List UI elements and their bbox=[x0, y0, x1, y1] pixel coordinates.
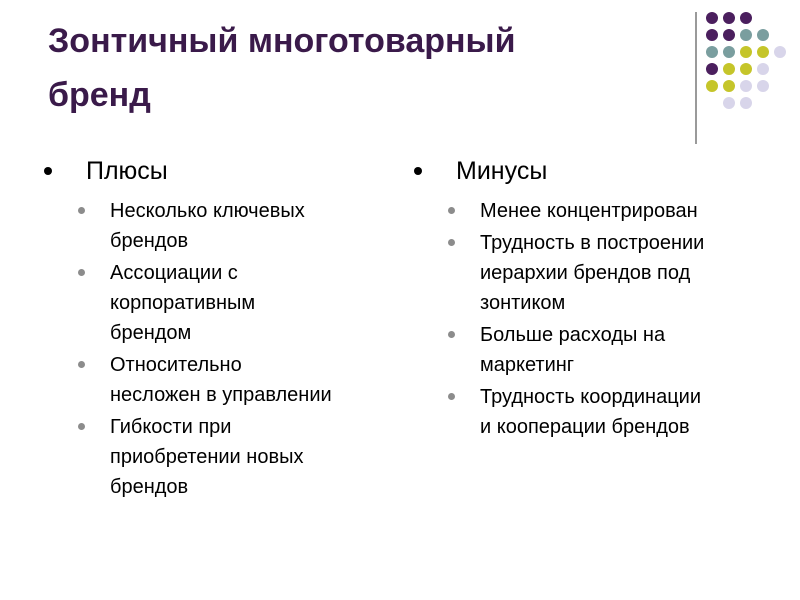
item-line: Трудность в построении bbox=[480, 232, 705, 254]
list-item bbox=[414, 228, 774, 318]
item-line: несложен в управлении bbox=[110, 384, 332, 406]
item-line: Ассоциации с bbox=[110, 262, 238, 284]
pros-column bbox=[44, 150, 404, 504]
decorative-dot bbox=[757, 46, 769, 58]
item-line: приобретении новых bbox=[110, 446, 304, 468]
decorative-dot bbox=[774, 46, 786, 58]
slide-title bbox=[48, 14, 668, 122]
decorative-dot bbox=[706, 80, 718, 92]
decorative-dot bbox=[757, 29, 769, 41]
decorative-dot bbox=[740, 46, 752, 58]
item-line: Больше расходы на bbox=[480, 324, 666, 346]
item-line: брендов bbox=[110, 476, 189, 498]
item-line: зонтиком bbox=[480, 292, 566, 314]
sub-bullet-icon bbox=[448, 331, 455, 338]
sub-bullet-icon bbox=[78, 207, 85, 214]
decorative-dot bbox=[723, 97, 735, 109]
item-line: Относительно bbox=[110, 354, 242, 376]
cons-list bbox=[414, 196, 774, 442]
decorative-divider-line bbox=[695, 12, 697, 144]
bullet-icon bbox=[414, 167, 422, 175]
sub-bullet-icon bbox=[78, 269, 85, 276]
item-line: маркетинг bbox=[480, 354, 575, 376]
decorative-dot bbox=[723, 29, 735, 41]
sub-bullet-icon bbox=[448, 207, 455, 214]
list-item bbox=[414, 196, 774, 226]
decorative-dot bbox=[706, 46, 718, 58]
bullet-icon bbox=[44, 167, 52, 175]
item-line: Трудность координации bbox=[480, 386, 701, 408]
list-item bbox=[44, 412, 404, 502]
list-item bbox=[414, 382, 774, 442]
decorative-dot bbox=[740, 29, 752, 41]
cons-heading bbox=[414, 150, 774, 192]
item-line: брендом bbox=[110, 322, 192, 344]
decorative-dot bbox=[723, 12, 735, 24]
item-line: и кооперации брендов bbox=[480, 416, 690, 438]
item-line: корпоративным bbox=[110, 292, 256, 314]
pros-heading-label: Плюсы bbox=[86, 157, 168, 185]
decorative-dot bbox=[706, 29, 718, 41]
decorative-dot bbox=[706, 63, 718, 75]
item-line: Гибкости при bbox=[110, 416, 232, 438]
decorative-dot bbox=[740, 12, 752, 24]
decorative-dot bbox=[706, 12, 718, 24]
decorative-dot bbox=[757, 80, 769, 92]
decorative-dot bbox=[740, 63, 752, 75]
decorative-dot bbox=[723, 80, 735, 92]
list-item bbox=[44, 258, 404, 348]
pros-heading bbox=[44, 150, 404, 192]
item-line: Менее концентрирован bbox=[480, 200, 698, 222]
decorative-dot bbox=[723, 46, 735, 58]
decorative-dot bbox=[740, 97, 752, 109]
sub-bullet-icon bbox=[448, 239, 455, 246]
sub-bullet-icon bbox=[78, 423, 85, 430]
decorative-dot bbox=[757, 63, 769, 75]
list-item bbox=[44, 196, 404, 256]
cons-column bbox=[414, 150, 774, 444]
item-line: иерархии брендов под bbox=[480, 262, 691, 284]
item-line: брендов bbox=[110, 230, 189, 252]
title-line-2: бренд bbox=[48, 76, 151, 114]
decorative-dot bbox=[723, 63, 735, 75]
sub-bullet-icon bbox=[448, 393, 455, 400]
sub-bullet-icon bbox=[78, 361, 85, 368]
decorative-dot bbox=[740, 80, 752, 92]
item-line: Несколько ключевых bbox=[110, 200, 305, 222]
pros-list bbox=[44, 196, 404, 502]
cons-heading-label: Минусы bbox=[456, 157, 548, 185]
title-line-1: Зонтичный многотоварный bbox=[48, 22, 516, 60]
list-item bbox=[414, 320, 774, 380]
list-item bbox=[44, 350, 404, 410]
